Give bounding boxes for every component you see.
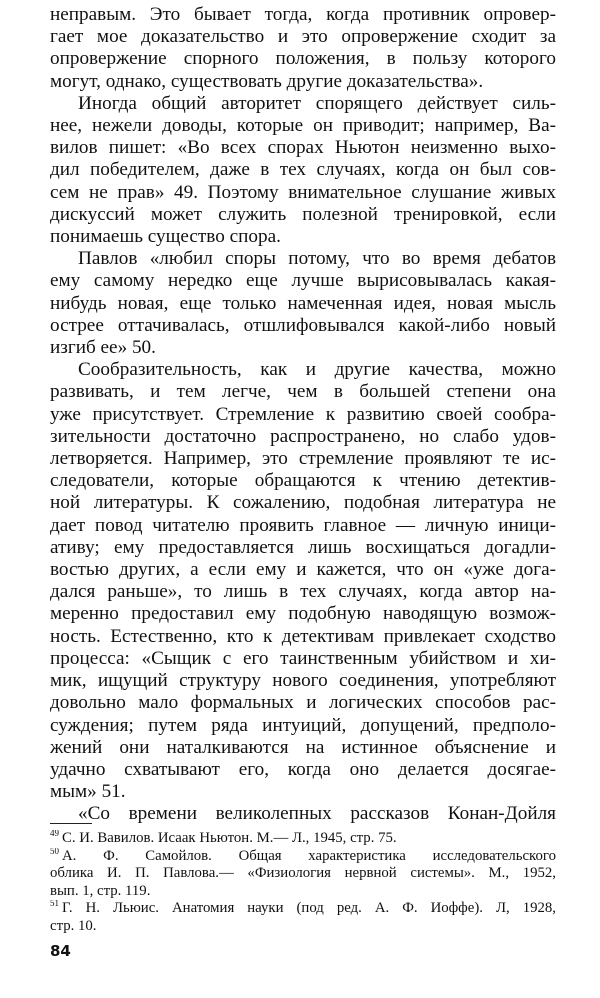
text-line: ной литературы. К сожалению, подобная литература не: [50, 492, 556, 514]
footnote-text: А. Ф. Самойлов. Общая характеристика исследовательского: [62, 847, 556, 864]
text-line: вилов пишет: «Во всех спорах Ньютон неизменно выхо-: [50, 137, 556, 159]
footnote-line: облика И. П. Павлова.— «Физиология нервной системы». М., 1952,: [50, 865, 556, 882]
paragraph-4: [50, 359, 556, 803]
text-line: уже присутствует. Стремление к развитию своей сообра-: [50, 403, 556, 425]
footnote-line: стр. 10.: [50, 917, 97, 934]
text-line: могут, однако, существовать другие доказательства».: [50, 70, 484, 92]
paragraph-2: [50, 93, 556, 248]
text-line: дискуссий может служить полезной тренировкой, если: [50, 203, 556, 225]
text-line: мик, ищущий структуру нового соединения, употребляют: [50, 670, 556, 692]
text-line: Павлов «любил споры потому, что во время дебатов: [78, 248, 556, 270]
footnote-50: [50, 848, 556, 901]
text-line: летворяется. Например, это стремление проявляют те ис-: [50, 448, 556, 470]
text-line: следователи, которые обращаются к чтению детектив-: [50, 470, 556, 492]
text-line: жений они наталкиваются на истинное объяснение и: [50, 736, 556, 758]
text-line: ативу; ему предоставляется лишь восхищаться догадли-: [50, 536, 556, 558]
text-line: суждения; путем ряда интуиций, допущений, предполо-: [50, 714, 556, 736]
text-line: гает мое доказательство и это опровержение сходит за: [50, 26, 556, 48]
footnotes: [50, 830, 556, 936]
paragraph-3: [50, 248, 556, 359]
text-line: дил победителем, даже в тех случаях, когда он был сов-: [50, 159, 556, 181]
body-text: [50, 4, 556, 826]
text-line: Иногда общий авторитет спорящего действует силь-: [78, 92, 556, 114]
footnote-number: 51: [50, 900, 59, 909]
text-line: сем не прав» 49. Поэтому внимательное слушание живых: [50, 181, 556, 203]
text-line: мым» 51.: [50, 781, 126, 803]
paragraph-1: [50, 4, 556, 93]
text-line: развивать, и тем легче, чем в большей степени она: [50, 381, 556, 403]
text-line: дался раньше», то лишь в тех случаях, когда автор на-: [50, 581, 556, 603]
text-line: ему самому нередко еще лучше вырисовывалась какая-: [50, 270, 556, 292]
text-line: востью других, а если ему и кажется, что он «уже дога-: [50, 559, 556, 581]
text-line: удачно схватывают его, когда оно делается досягае-: [50, 758, 556, 780]
footnote-number: 49: [50, 830, 59, 839]
footnote-separator: [50, 823, 92, 824]
text-line: зительности достаточно распространено, но слабо удов-: [50, 425, 556, 447]
text-line: нее, нежели доводы, которые он приводит; например, Ва-: [50, 115, 556, 137]
text-line: Сообразительность, как и другие качества, можно: [78, 359, 556, 381]
paragraph-5: [50, 803, 556, 825]
text-line: изгиб ее» 50.: [50, 337, 156, 359]
text-line: понимаешь существо спора.: [50, 226, 281, 248]
text-line: ность. Естественно, кто к детективам привлекает сходство: [50, 625, 556, 647]
footnote-text: С. И. Вавилов. Исаак Ньютон. М.— Л., 1945, стр. 75.: [62, 830, 397, 846]
footnote-line: [50, 848, 556, 866]
text-line: довольно мало формальных и логических способов рас-: [50, 692, 556, 714]
footnote-51: [50, 900, 556, 935]
text-line: процесса: «Сыщик с его таинственным убийством и хи-: [50, 647, 556, 669]
text-line: опровержение спорного положения, в пользу которого: [50, 48, 556, 70]
text-line: нибудь новая, еще только намеченная идея, новая мысль: [50, 292, 556, 314]
text-line: дает повод читателю проявить главное — личную иници-: [50, 514, 556, 536]
footnote-number: 50: [50, 847, 59, 856]
footnote-text: Г. Н. Льюис. Анатомия науки (под ред. А. Ф. Иоффе). Л, 1928,: [62, 900, 556, 917]
footnote-line: [50, 900, 556, 918]
footnote-line: вып. 1, стр. 119.: [50, 882, 151, 899]
text-line: «Со времени великолепных рассказов Конан-Дойля: [78, 803, 556, 825]
footnote-49: [50, 830, 556, 848]
text-line: острее оттачивалась, отшлифовывался какой-либо новый: [50, 314, 556, 336]
page-number: 84: [50, 942, 71, 960]
text-line: меренно предоставил ему подобную наводящую возмож-: [50, 603, 556, 625]
text-line: неправым. Это бывает тогда, когда противник опровер-: [50, 4, 556, 25]
page: [50, 0, 556, 960]
footnote-line: [50, 830, 556, 848]
